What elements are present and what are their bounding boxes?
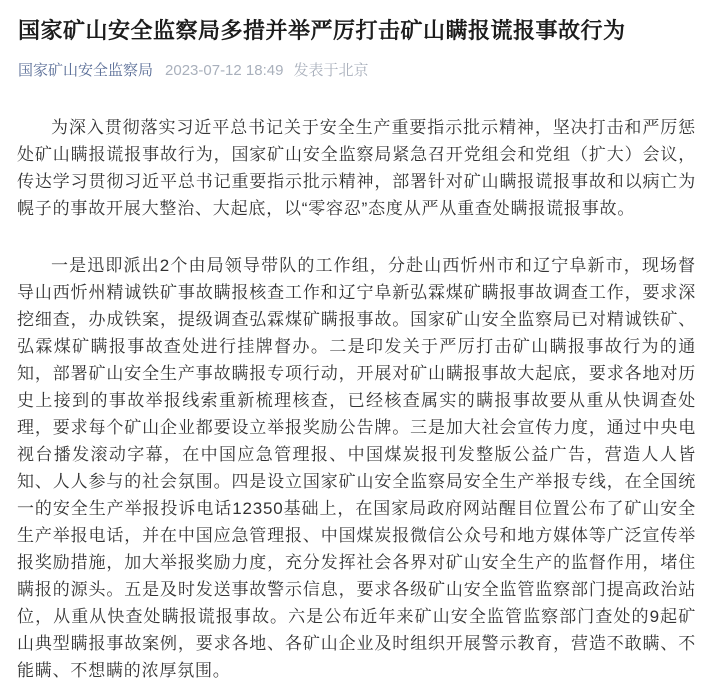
publish-timestamp: 2023-07-12 18:49 <box>165 61 284 79</box>
article-paragraph-1: 为深入贯彻落实习近平总书记关于安全生产重要指示批示精神，坚决打击和严厉惩处矿山瞒报谎报事故行为，国家矿山安全监察局紧急召开党组会和党组（扩大）会议，传达学习贯彻习近平总书记重要指示批示精神，部署针对矿山瞒报谎报事故和以病亡为幌子的事故开展大整治、大起底，以“零容忍”态度从严从重查处瞒报谎报事故。 <box>17 117 696 218</box>
account-name-link[interactable]: 国家矿山安全监察局 <box>18 61 154 79</box>
publish-location: 发表于北京 <box>293 61 369 79</box>
article-title: 国家矿山安全监察局多措并举严厉打击矿山瞒报谎报事故行为 <box>18 18 626 43</box>
article-byline <box>18 60 696 81</box>
article-paragraph-2: 一是迅即派出2个由局领导带队的工作组，分赴山西忻州市和辽宁阜新市，现场督导山西忻州精诚铁矿事故瞒报核查工作和辽宁阜新弘霖煤矿瞒报事故调查工作，要求深挖细查，办成铁案，提级调查弘霖煤矿瞒报事故。国家矿山安全监察局已对精诚铁矿、弘霖煤矿瞒报事故查处进行挂牌督办。二是印发关于严厉打击矿山瞒报事故行为的通知，部署矿山安全生产事故瞒报专项行动，开展对矿山瞒报事故大起底，要求各地对历史上接到的事故举报线索重新梳理核查，已经核查属实的瞒报事故要从重从快调查处理，要求每个矿山企业都要设立举报奖励公告牌。三是加大社会宣传力度，通过中央电视台播发滚动字幕，在中国应急管理报、中国煤炭报刊发整版公益广告，营造人人皆知、人人参与的社会氛围。四是设立国家矿山安全监察局安全生产举报专线，在全国统一的安全生产举报投诉电话12350基础上，在国家局政府网站醒目位置公布了矿山安全生产举报电话，并在中国应急管理报、中国煤炭报微信公众号和地方媒体等广泛宣传举报奖励措施，加大举报奖励力度，充分发挥社会各界对矿山安全生产的监督作用，堵住瞒报的源头。五是及时发送事故警示信息，要求各级矿山安全监管监察部门提高政治站位，从重从快查处瞒报谎报事故。六是公布近年来矿山安全监管监察部门查处的9起矿山典型瞒报事故案例，要求各地、各矿山企业及时组织开展警示教育，营造不敢瞒、不能瞒、不想瞒的浓厚氛围。 <box>17 255 696 680</box>
article-body <box>17 114 696 684</box>
